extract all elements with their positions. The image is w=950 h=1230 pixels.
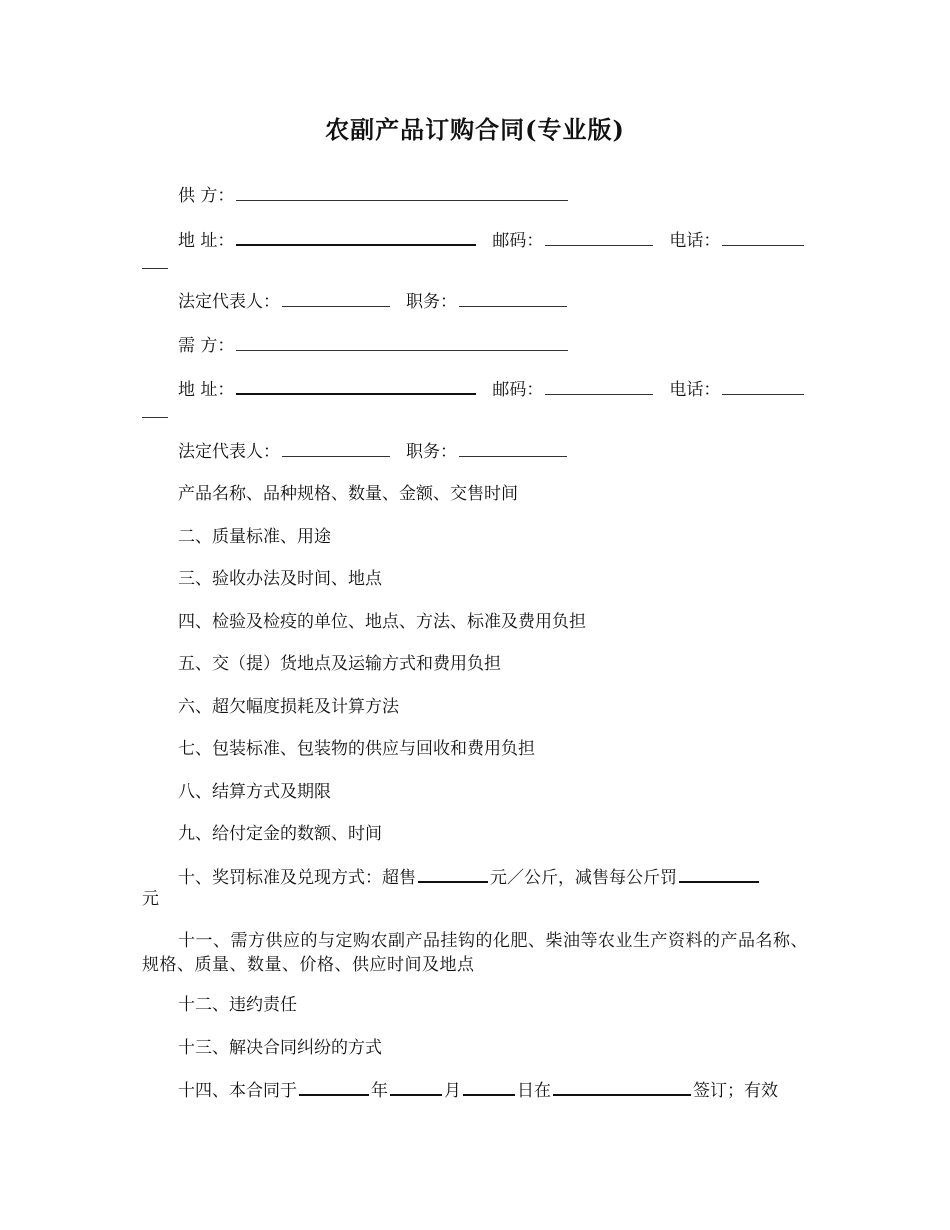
supplier-position-label: 职务： — [406, 292, 457, 312]
clause-14-place-field[interactable] — [553, 1078, 691, 1096]
clause-14-year-field[interactable] — [299, 1078, 369, 1096]
supplier-zip-label: 邮码： — [492, 231, 544, 251]
clause-6: 六、超欠幅度损耗及计算方法 — [178, 697, 399, 717]
clause-14-text-b: 年 — [371, 1081, 388, 1101]
supplier-address-line — [178, 228, 806, 253]
clause-10 — [178, 865, 761, 890]
clause-7: 七、包装标准、包装物的供应与回收和费用负担 — [178, 739, 535, 759]
buyer-rep-field[interactable] — [282, 440, 390, 457]
clause-10-continuation: 元 — [142, 889, 159, 909]
buyer-name-field[interactable] — [236, 334, 568, 351]
buyer-rep-line — [178, 440, 569, 464]
clause-3: 三、验收办法及时间、地点 — [178, 569, 382, 589]
buyer-zip-field[interactable] — [545, 378, 653, 395]
clause-10-excess-field[interactable] — [418, 865, 488, 883]
clause-2: 二、质量标准、用途 — [178, 527, 331, 547]
supplier-rep-field[interactable] — [282, 290, 390, 307]
buyer-address-label: 地 址： — [178, 380, 235, 400]
buyer-name-line — [178, 334, 570, 358]
clause-5: 五、交（提）货地点及运输方式和费用负担 — [178, 654, 501, 674]
clause-14-text-d: 日在 — [517, 1081, 551, 1101]
clause-14-text-c: 月 — [444, 1081, 461, 1101]
buyer-address-line — [178, 377, 806, 402]
supplier-name-label: 供 方： — [178, 186, 235, 206]
buyer-phone-continuation — [142, 401, 168, 425]
clause-9: 九、给付定金的数额、时间 — [178, 824, 382, 844]
buyer-position-field[interactable] — [459, 440, 567, 457]
clause-10-text-a: 十、奖罚标准及兑现方式：超售 — [178, 868, 416, 888]
buyer-phone-field[interactable] — [722, 378, 804, 395]
supplier-phone-field[interactable] — [722, 229, 804, 246]
clause-13: 十三、解决合同纠纷的方式 — [178, 1038, 382, 1058]
clause-4: 四、检验及检疫的单位、地点、方法、标准及费用负担 — [178, 612, 586, 632]
clause-12: 十二、违约责任 — [178, 995, 297, 1015]
clause-14 — [178, 1078, 778, 1103]
supplier-name-line — [178, 184, 570, 208]
clause-10-penalty-field[interactable] — [679, 865, 759, 883]
clause-14-month-field[interactable] — [390, 1078, 442, 1096]
clause-14-text-a: 十四、本合同于 — [178, 1081, 297, 1101]
supplier-phone-field-cont[interactable] — [142, 252, 168, 269]
supplier-rep-label: 法定代表人： — [178, 292, 280, 312]
supplier-zip-field[interactable] — [545, 229, 653, 246]
clause-11: 十一、需方供应的与定购农副产品挂钩的化肥、柴油等农业生产资料的产品名称、规格、质量、数量、价格、供应时间及地点 — [142, 931, 808, 975]
supplier-phone-label: 电话： — [669, 231, 721, 251]
clause-14-day-field[interactable] — [463, 1078, 515, 1096]
document-title: 农副产品订购合同(专业版) — [325, 115, 625, 144]
buyer-position-label: 职务： — [406, 442, 457, 462]
clause-1: 产品名称、品种规格、数量、金额、交售时间 — [178, 484, 518, 504]
supplier-name-field[interactable] — [236, 184, 568, 201]
clause-10-text-b: 元／公斤，减售每公斤罚 — [490, 868, 677, 888]
clause-14-text-e: 签订；有效 — [693, 1081, 778, 1101]
supplier-address-label: 地 址： — [178, 231, 235, 251]
buyer-address-field[interactable] — [236, 377, 476, 395]
supplier-phone-continuation — [142, 252, 168, 276]
buyer-rep-label: 法定代表人： — [178, 442, 280, 462]
supplier-rep-line — [178, 290, 569, 314]
buyer-zip-label: 邮码： — [492, 380, 544, 400]
supplier-address-field[interactable] — [236, 228, 476, 246]
clause-8: 八、结算方式及期限 — [178, 782, 331, 802]
buyer-phone-field-cont[interactable] — [142, 401, 168, 418]
supplier-position-field[interactable] — [459, 290, 567, 307]
buyer-phone-label: 电话： — [669, 380, 721, 400]
buyer-name-label: 需 方： — [178, 336, 235, 356]
